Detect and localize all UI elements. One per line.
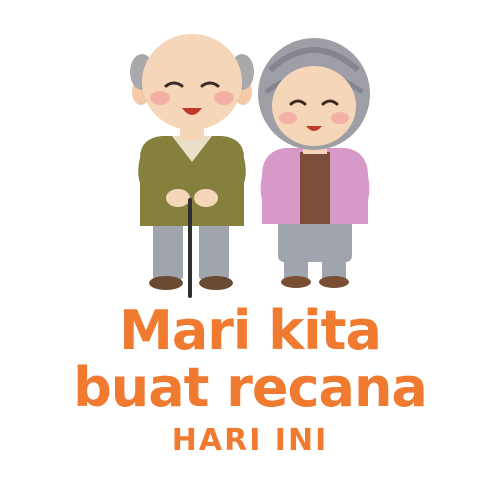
subheadline: HARI INI — [171, 423, 329, 458]
grandmother-figure — [258, 38, 370, 288]
grandfather-figure — [130, 34, 254, 296]
headline-line-1: Mari kita — [119, 299, 381, 362]
headline-line-2: buat recana — [73, 356, 427, 419]
